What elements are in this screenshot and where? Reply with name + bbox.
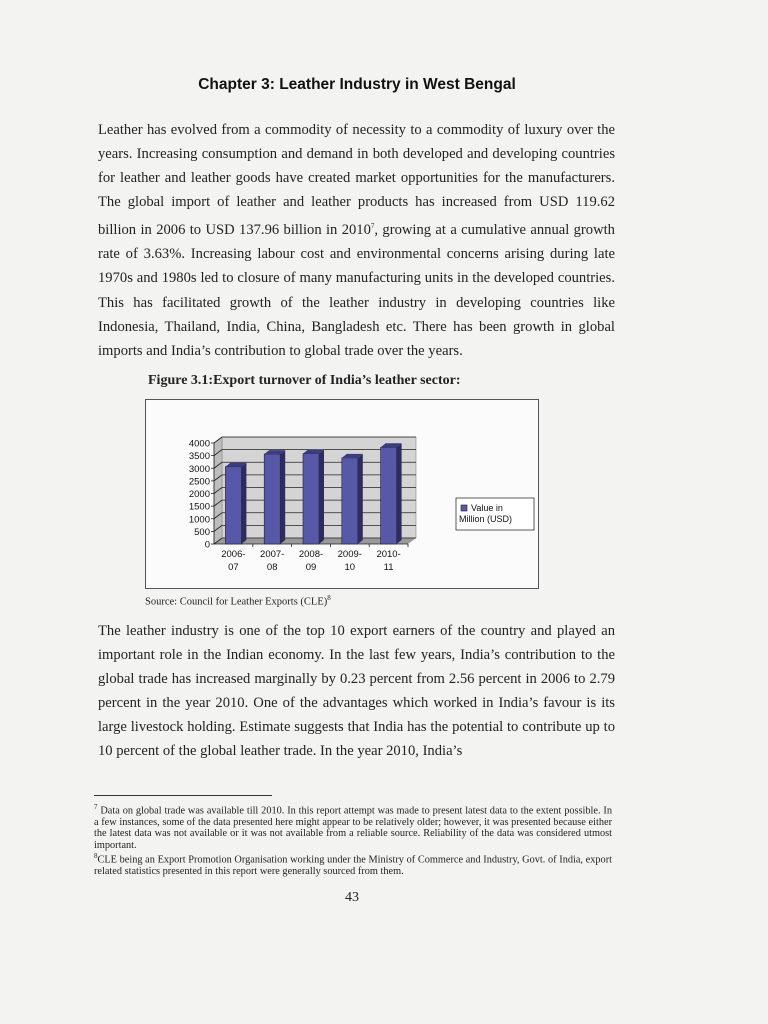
paragraph-1 bbox=[98, 118, 615, 363]
x-tick-label: 07 bbox=[228, 562, 239, 573]
bar bbox=[342, 458, 358, 544]
footnote-mark: 8 bbox=[94, 852, 98, 861]
footnote-7 bbox=[94, 802, 612, 851]
bar-side bbox=[319, 450, 324, 544]
x-tick-label: 2009- bbox=[337, 549, 362, 560]
y-tick-label: 1000 bbox=[188, 514, 210, 526]
footnote-mark: 7 bbox=[94, 803, 98, 811]
paragraph-2: The leather industry is one of the top 10 export earners of the country and played an important role in the Indian economy. In the last few years, India’s contribution to the global trade has increased marginally by 0.23 percent from 2.56 percent in 2006 to 2.79 percent in the year 2010. One of the advantages which worked in India’s favour is its large livestock holding. Estimate suggests that India has the potential to contribute up to 10 percent of the global leather trade. In the year 2010, India’s bbox=[98, 623, 615, 760]
bar-side bbox=[241, 463, 246, 544]
legend-label: Million (USD) bbox=[459, 514, 513, 524]
footnote-ref-7[interactable]: 7 bbox=[370, 222, 375, 231]
y-tick-label: 2500 bbox=[188, 476, 210, 488]
bar bbox=[381, 447, 397, 544]
y-tick-label: 3500 bbox=[188, 451, 210, 463]
y-tick-label: 2000 bbox=[188, 489, 210, 500]
x-tick-label: 09 bbox=[305, 562, 317, 573]
footnotes bbox=[94, 802, 612, 878]
bar-side bbox=[280, 450, 285, 544]
y-tick-label: 0 bbox=[204, 539, 210, 551]
y-tick-label: 1500 bbox=[188, 501, 210, 513]
chart-frame bbox=[145, 399, 539, 589]
paragraph-1-text-a: Leather has evolved from a commodity of necessity to a commodity of luxury over the years. Increasing consumption and demand in both developed and developing countries for leather and leather goods have created market opportunities for the manufacturers. The global import of leather and leather products has increased from USD 119.62 billion in 2006 to USD 137.96 billion in 2010 bbox=[98, 122, 615, 239]
bar-chart bbox=[146, 400, 538, 588]
x-tick-label: 10 bbox=[344, 562, 356, 573]
legend-swatch bbox=[461, 505, 467, 511]
bar bbox=[225, 467, 241, 544]
y-tick-label: 3000 bbox=[188, 463, 210, 475]
figure-source bbox=[145, 594, 331, 608]
bar bbox=[264, 454, 280, 544]
x-tick-label: 2007- bbox=[260, 549, 285, 560]
y-tick-label: 500 bbox=[194, 526, 210, 538]
source-text: Source: Council for Leather Exports (CLE) bbox=[145, 596, 328, 608]
x-tick-label: 2010- bbox=[376, 549, 401, 560]
legend-label: Value in bbox=[471, 503, 503, 513]
x-tick-label: 2008- bbox=[298, 549, 324, 560]
x-tick-label: 08 bbox=[266, 562, 278, 573]
chapter-title: Chapter 3: Leather Industry in West Bengal bbox=[198, 76, 516, 93]
x-tick-label: 2006- bbox=[221, 549, 246, 560]
bar bbox=[303, 454, 319, 544]
footnote-text: CLE being an Export Promotion Organisation working under the Ministry of Commerce and Industry, Govt. of India, export related statistics presented in this report were generally sourced from them. bbox=[94, 854, 612, 878]
x-tick-label: 11 bbox=[383, 562, 394, 573]
footnote-ref-8[interactable]: 8 bbox=[327, 594, 331, 602]
footnote-text: Data on global trade was available till 2010. In this report attempt was made to present latest data to the extent possible. In a few instances, some of the data presented here might appear to be relatively older; however, it was presented because either the latest data was not available or it was not available from a reliable source. Reliability of the data was considered utmost important. bbox=[94, 805, 612, 851]
footnote-8 bbox=[94, 851, 612, 877]
bar-side bbox=[397, 443, 402, 544]
page-number: 43 bbox=[345, 890, 359, 905]
y-tick-label: 4000 bbox=[188, 438, 210, 450]
footnote-divider bbox=[94, 795, 272, 796]
paragraph-1-text-b: , growing at a cumulative annual growth rate of 3.63%. Increasing labour cost and environmental concerns arising during late 1970s and 1980s led to closure of many manufacturing units in the developed countries. This has facilitated growth of the leather industry in developing countries like Indonesia, Thailand, India, China, Bangladesh etc. There has been growth in global imports and India’s contribution to global trade over the years. bbox=[98, 222, 615, 359]
figure-caption: Figure 3.1:Export turnover of India’s leather sector: bbox=[148, 373, 461, 388]
bar-side bbox=[358, 454, 363, 544]
